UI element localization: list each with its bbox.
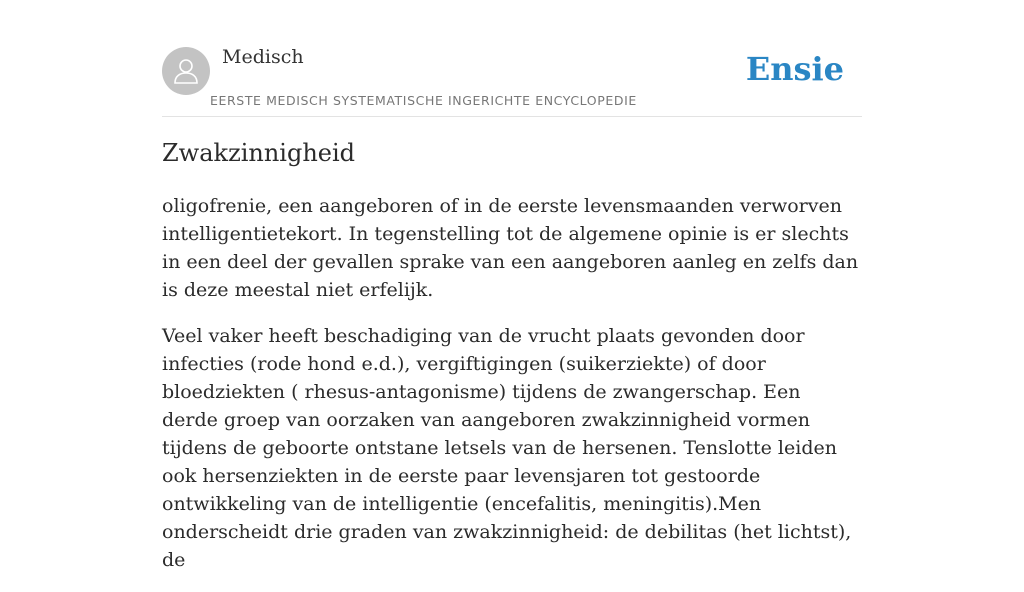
article-body: [162, 192, 862, 592]
article-paragraph: Veel vaker heeft beschadiging van de vrucht plaats gevonden door infecties (rode hond e.d.), vergiftigingen (suikerziekte) of door bloedziekten ( rhesus-antagonisme) tijdens de zwangerschap. Een derde groep van oorzaken van aangeboren zwakzinnigheid vormen tijdens de geboorte ontstane letsels van de hersenen. Tenslotte leiden ook hersenziekten in de eerste paar levensjaren tot gestoorde ontwikkeling van de intelligentie (encefalitis, meningitis).Men onderscheidt drie graden van zwakzinnigheid: de debilitas (het lichtst), de: [162, 325, 852, 571]
source-name[interactable]: Medisch: [222, 46, 304, 68]
article-title: Zwakzinnigheid: [162, 139, 356, 167]
ensie-logo[interactable]: Ensie: [745, 50, 844, 88]
user-icon: [171, 56, 201, 86]
source-header: [162, 0, 862, 117]
source-subtitle: EERSTE MEDISCH SYSTEMATISCHE INGERICHTE ENCYCLOPEDIE: [210, 93, 637, 108]
source-avatar[interactable]: [162, 47, 210, 95]
article-paragraph: oligofrenie, een aangeboren of in de eerste levensmaanden verworven intelligentietekort. In tegenstelling tot de algemene opinie is er slechts in een deel der gevallen sprake van een aangeboren aanleg en zelfs dan is deze meestal niet erfelijk.: [162, 195, 859, 301]
page-container: [162, 0, 862, 571]
